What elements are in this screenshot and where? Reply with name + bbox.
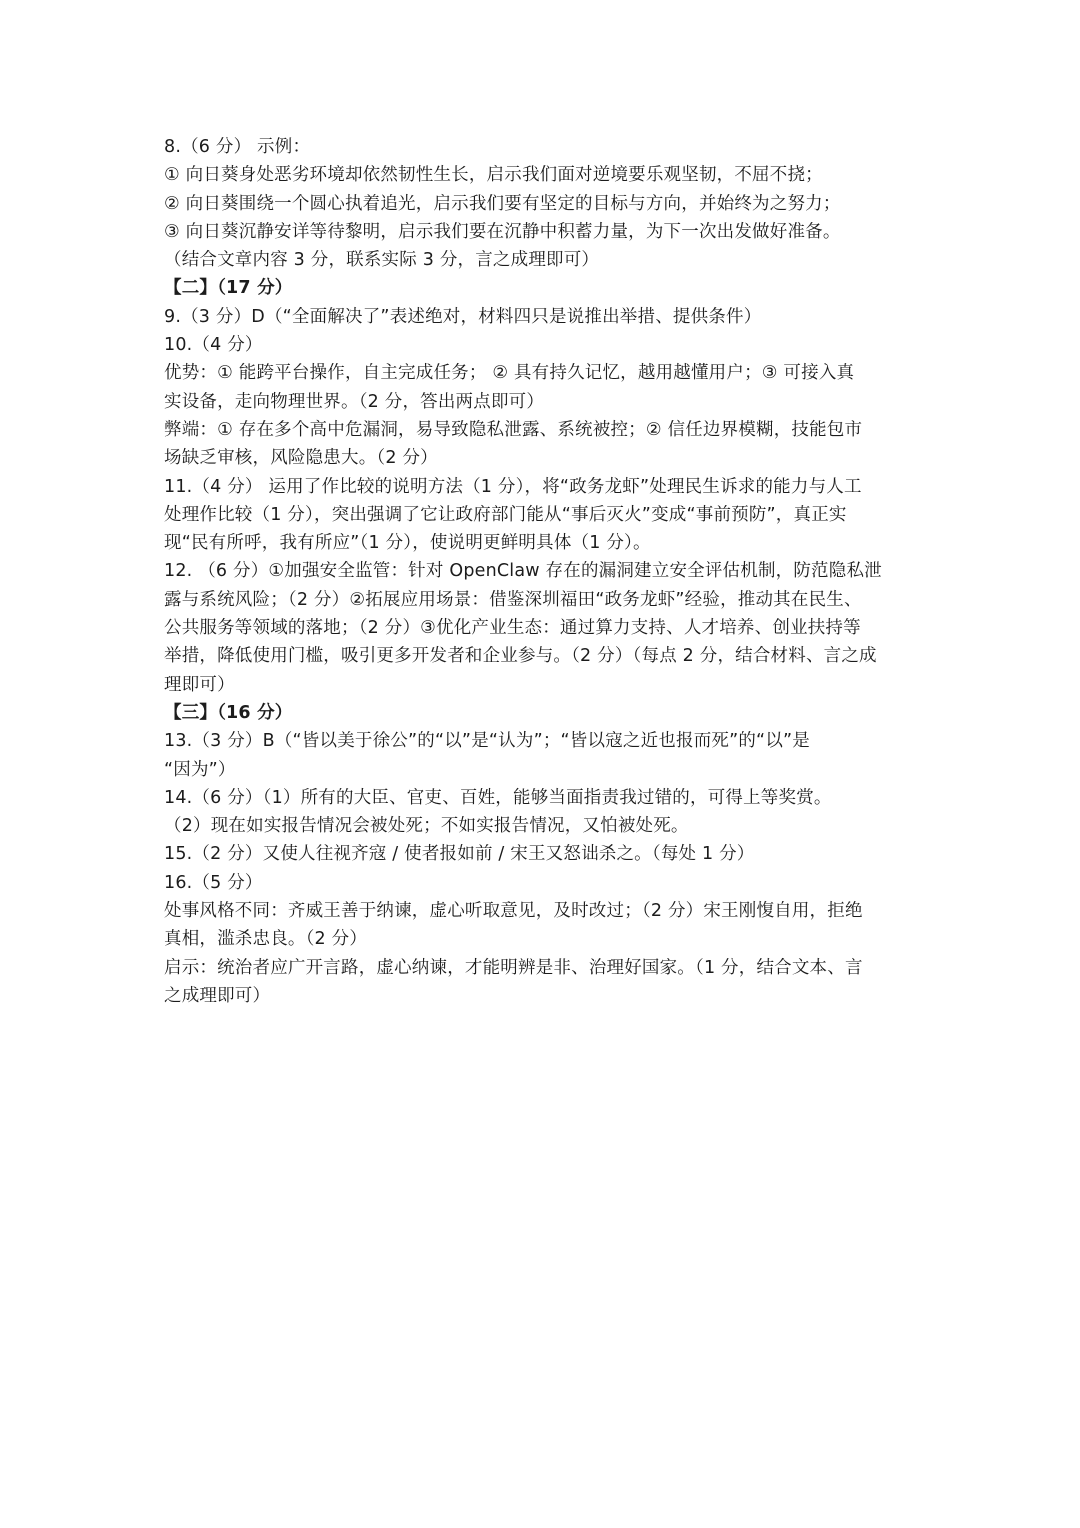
section-2-heading: 【二】（17 分）	[164, 278, 293, 299]
q8-scoring-note: （结合文章内容 3 分，联系实际 3 分，言之成理即可）	[164, 250, 600, 271]
q11-answer-line-1: 11.（4 分） 运用了作比较的说明方法（1 分），将“政务龙虾”处理民生诉求的能力与人工	[164, 476, 862, 497]
q16-style-line-1: 处事风格不同：齐威王善于纳谏，虚心听取意见，及时改过；（2 分）宋王刚愎自用，拒绝	[164, 901, 863, 922]
q12-answer-line-4: 举措，降低使用门槛，吸引更多开发者和企业参与。（2 分）（每点 2 分，结合材料、言之成	[164, 646, 877, 667]
q12-answer-line-2: 露与系统风险；（2 分）②拓展应用场景：借鉴深圳福田“政务龙虾”经验，推动其在民生、	[164, 589, 862, 610]
q8-example-3: ③ 向日葵沉静安详等待黎明，启示我们要在沉静中积蓄力量，为下一次出发做好准备。	[164, 221, 841, 242]
q14-answer-part-2: （2）现在如实报告情况会被处死；不如实报告情况，又怕被处死。	[164, 816, 689, 837]
q12-answer-line-1: 12. （6 分）①加强安全监管：针对 OpenClaw 存在的漏洞建立安全评估机制，防范隐私泄	[164, 561, 882, 582]
q13-answer-line-1: 13.（3 分）B（“皆以美于徐公”的“以”是“认为”；“皆以寇之近也报而死”的“以”是	[164, 731, 810, 752]
q10-heading: 10.（4 分）	[164, 335, 263, 356]
answer-key-text	[164, 133, 924, 1010]
q11-answer-line-2: 处理作比较（1 分），突出强调了它让政府部门能从“事后灭火”变成“事前预防”，真正实	[164, 504, 847, 525]
q10-drawbacks-line-2: 场缺乏审核，风险隐患大。（2 分）	[164, 448, 438, 469]
q11-answer-line-3: 现“民有所呼，我有所应”（1 分），使说明更鲜明具体（1 分）。	[164, 533, 651, 554]
q16-insight-line-1: 启示：统治者应广开言路，虚心纳谏，才能明辨是非、治理好国家。（1 分，结合文本、言	[164, 957, 863, 978]
q8-heading: 8.（6 分） 示例：	[164, 137, 311, 157]
q14-answer-part-1: 14.（6 分）（1）所有的大臣、官吏、百姓，能够当面指责我过错的，可得上等奖赏。	[164, 787, 832, 808]
section-3-heading: 【三】（16 分）	[164, 702, 293, 723]
q10-advantages-line-1: 优势：① 能跨平台操作，自主完成任务； ② 具有持久记忆，越用越懂用户；③ 可接入真	[164, 363, 855, 384]
q15-answer: 15.（2 分）又使人往视齐寇 / 使者报如前 / 宋王又怒诎杀之。（每处 1 分）	[164, 844, 755, 865]
q16-insight-line-2: 之成理即可）	[164, 985, 271, 1006]
q13-answer-line-2: “因为”）	[164, 759, 236, 780]
q12-answer-line-5: 理即可）	[164, 674, 235, 695]
q9-answer: 9.（3 分）D（“全面解决了”表述绝对，材料四只是说推出举措、提供条件）	[164, 306, 762, 327]
q10-drawbacks-line-1: 弊端：① 存在多个高中危漏洞，易导致隐私泄露、系统被控；② 信任边界模糊，技能包市	[164, 419, 863, 440]
q16-style-line-2: 真相，滥杀忠良。（2 分）	[164, 929, 368, 950]
q8-example-2: ② 向日葵围绕一个圆心执着追光，启示我们要有坚定的目标与方向，并始终为之努力；	[164, 193, 841, 214]
q12-answer-line-3: 公共服务等领域的落地；（2 分）③优化产业生态：通过算力支持、人才培养、创业扶持等	[164, 618, 861, 639]
q8-example-1: ① 向日葵身处恶劣环境却依然韧性生长，启示我们面对逆境要乐观坚韧，不屈不挠；	[164, 165, 823, 186]
q16-heading: 16.（5 分）	[164, 872, 263, 893]
q10-advantages-line-2: 实设备，走向物理世界。（2 分，答出两点即可）	[164, 391, 545, 412]
